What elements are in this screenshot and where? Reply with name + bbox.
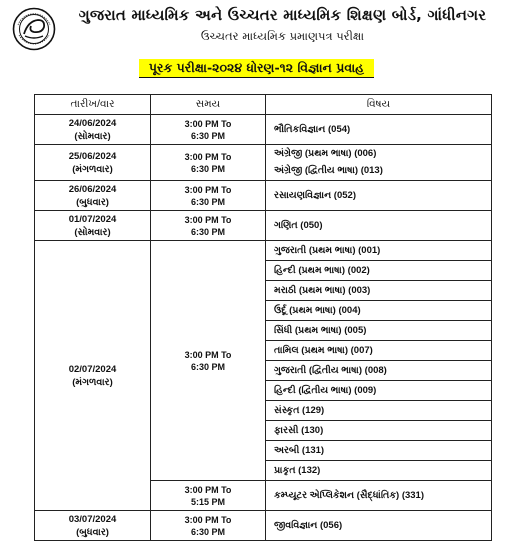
time-cell: 3:00 PM To 6:30 PM [151, 511, 266, 541]
subject-cell: હિન્દી (પ્રથમ ભાષા) (002) [266, 261, 492, 281]
table-row [35, 511, 492, 541]
time-cell: 3:00 PM To 6:30 PM [151, 115, 266, 145]
department-name: ઉચ્ચતર માધ્યમિક પ્રમાણપત્ર પરીક્ષા [200, 29, 365, 43]
time-cell: 3:00 PM To 6:30 PM [151, 145, 266, 181]
subject-cell: અંગ્રેજી (પ્રથમ ભાષા) (006) અંગ્રેજી (દ્વિતીય ભાષા) (013) [266, 145, 492, 181]
time-cell: 3:00 PM To 6:30 PM [151, 181, 266, 211]
date-cell: 02/07/2024 (મંગળવાર) [35, 241, 151, 511]
date-cell: 26/06/2024 (બુધવાર) [35, 181, 151, 211]
subject-cell: ગુજરાતી (પ્રથમ ભાષા) (001) [266, 241, 492, 261]
subject-cell: અરબી (131) [266, 441, 492, 461]
subject-cell: પ્રાકૃત (132) [266, 461, 492, 481]
subject-cell: સિંધી (પ્રથમ ભાષા) (005) [266, 321, 492, 341]
subject-cell: જીવવિજ્ઞાન (056) [266, 511, 492, 541]
table-row [35, 115, 492, 145]
subject-cell: ફારસી (130) [266, 421, 492, 441]
exam-timetable [34, 94, 492, 541]
subject-cell: તામિલ (પ્રથમ ભાષા) (007) [266, 341, 492, 361]
subject-cell: ગણિત (050) [266, 211, 492, 241]
subject-cell: મરાઠી (પ્રથમ ભાષા) (003) [266, 281, 492, 301]
subject-cell: કમ્પ્યૂટર એપ્લિકેશન (સૈદ્ધાંતિક) (331) [266, 481, 492, 511]
subject-cell: ઉર્દૂ (પ્રથમ ભાષા) (004) [266, 301, 492, 321]
header-subject: વિષય [266, 95, 492, 115]
date-cell: 24/06/2024 (સોમવાર) [35, 115, 151, 145]
date-cell: 01/07/2024 (સોમવાર) [35, 211, 151, 241]
table-header-row [35, 95, 492, 115]
time-cell: 3:00 PM To 6:30 PM [151, 211, 266, 241]
subject-cell: રસાયણવિજ્ઞાન (052) [266, 181, 492, 211]
table-row [35, 181, 492, 211]
header-time: સમય [151, 95, 266, 115]
time-cell: 3:00 PM To 6:30 PM [151, 241, 266, 481]
date-cell: 25/06/2024 (મંગળવાર) [35, 145, 151, 181]
exam-title: પૂરક પરીક્ષા-૨૦૨૪ ધોરણ-૧૨ વિજ્ઞાન પ્રવાહ [139, 59, 374, 78]
table-row [35, 241, 492, 261]
date-cell: 03/07/2024 (બુધવાર) [35, 511, 151, 541]
subject-cell: હિન્દી (દ્વિતીય ભાષા) (009) [266, 381, 492, 401]
subject-cell: ગુજરાતી (દ્વિતીય ભાષા) (008) [266, 361, 492, 381]
time-cell: 3:00 PM To 5:15 PM [151, 481, 266, 511]
header-date: તારીખ/વાર [35, 95, 151, 115]
table-row [35, 145, 492, 181]
table-row [35, 211, 492, 241]
board-seal-icon [12, 7, 56, 51]
subject-cell: ભૌતિકવિજ્ઞાન (054) [266, 115, 492, 145]
subject-cell: સંસ્કૃત (129) [266, 401, 492, 421]
board-name: ગુજરાત માધ્યમિક અને ઉચ્ચતર માધ્યમિક શિક્ષણ બોર્ડ, ગાંધીનગર [78, 6, 487, 24]
